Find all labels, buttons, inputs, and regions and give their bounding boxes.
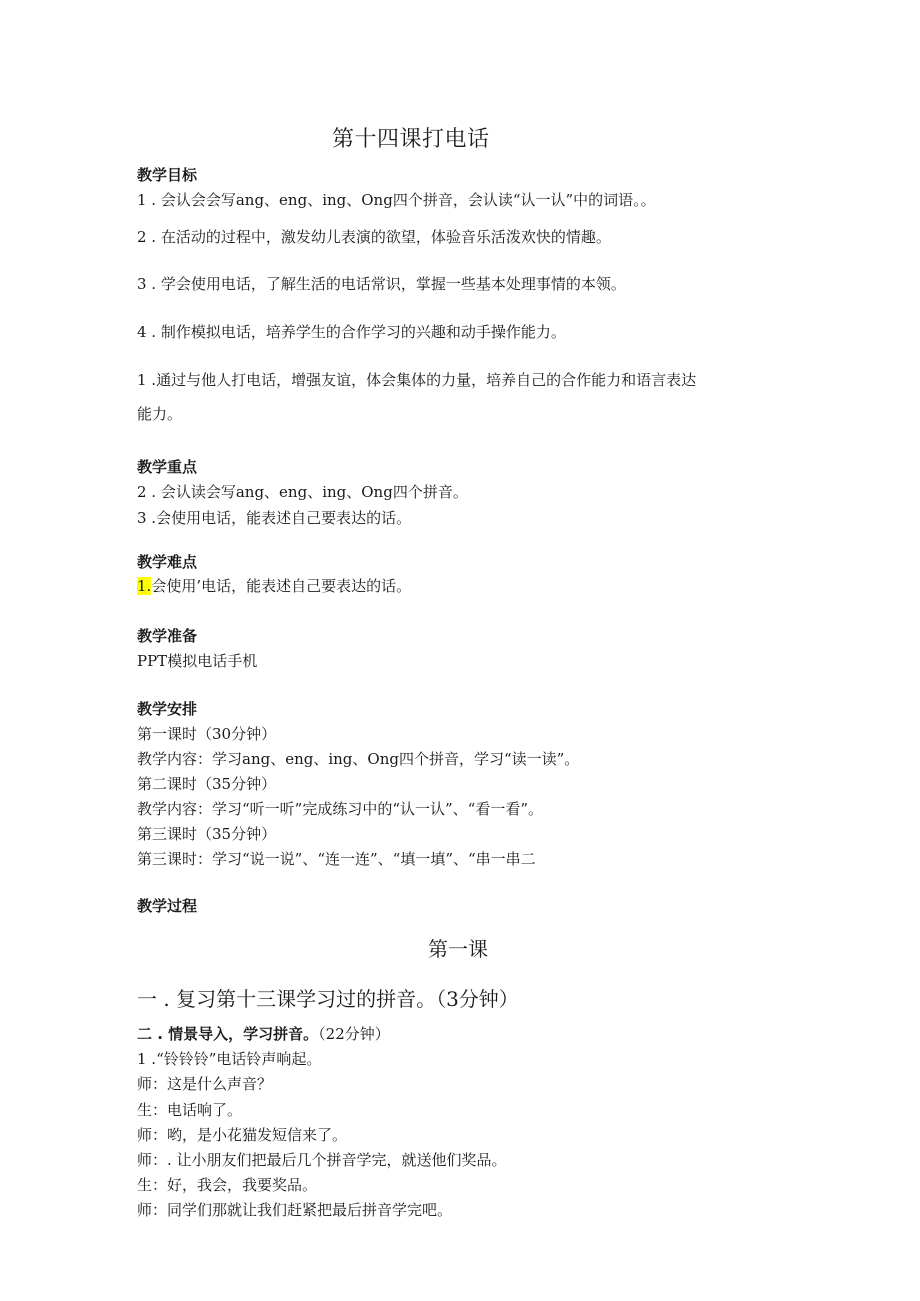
schedule-line: 第三课时（35分钟） (137, 825, 277, 843)
dialog-line: 生：好，我会，我要奖品。 (137, 1176, 318, 1194)
dialog-line: 师：同学们那就让我们赶紧把最后拼音学完吧。 (137, 1201, 453, 1219)
schedule-line: 教学内容：学习ang、eng、ing、Ong四个拼音，学习“读一读”。 (137, 750, 580, 768)
dialog-line: 师：这是什么声音？ (137, 1075, 273, 1093)
step-two-title: 二 . 情景导入，学习拼音。 (137, 1025, 319, 1043)
goal-item: 3 . 学会使用电话，了解生活的电话常识，掌握一些基本处理事情的本领。 (137, 275, 626, 293)
highlighted-number: 1. (137, 577, 152, 595)
goals-heading: 教学目标 (137, 166, 198, 184)
difficulty-item (137, 575, 411, 596)
key-points-heading: 教学重点 (137, 458, 198, 476)
goal-item: 4 . 制作模拟电话，培养学生的合作学习的兴趣和动手操作能力。 (137, 323, 566, 341)
schedule-heading: 教学安排 (137, 700, 198, 718)
dialog-line: 师：. 让小朋友们把最后几个拼音学完，就送他们奖品。 (137, 1151, 507, 1169)
difficulty-text: 会使用’电话，能表述自己要表达的话。 (151, 577, 412, 595)
difficulty-heading: 教学难点 (137, 553, 198, 571)
prep-text: PPT模拟电话手机 (137, 652, 258, 670)
page-title: 第十四课打电话 (332, 127, 490, 152)
schedule-line: 第二课时（35分钟） (137, 775, 277, 793)
step-two (137, 1023, 390, 1044)
goal-item-wrap: 能力。 (137, 405, 183, 423)
goal-item: 2 . 在活动的过程中，激发幼儿表演的欲望，体验音乐活泼欢快的情趣。 (137, 228, 611, 246)
prep-heading: 教学准备 (137, 627, 198, 645)
step-one: 一 . 复习第十三课学习过的拼音。（3分钟） (137, 987, 519, 1011)
goal-item: 1 .通过与他人打电话，增强友谊，体会集体的力量，培养自己的合作能力和语言表达 (137, 371, 697, 389)
schedule-line: 第三课时：学习“说一说”、“连一连”、“填一填”、“串一串二 (137, 850, 536, 868)
dialog-line: 1 .“铃铃铃”电话铃声响起。 (137, 1050, 322, 1068)
schedule-line: 第一课时（30分钟） (137, 725, 277, 743)
schedule-line: 教学内容：学习“听一听”完成练习中的“认一认”、“看一看”。 (137, 800, 544, 818)
process-heading: 教学过程 (137, 897, 198, 915)
key-point-item: 3 .会使用电话，能表述自己要表达的话。 (137, 509, 412, 527)
dialog-line: 生：电话响了。 (137, 1101, 243, 1119)
goal-item: 1 . 会认会会写ang、eng、ing、Ong四个拼音，会认读“认一认”中的词语。。 (137, 191, 656, 209)
step-two-duration: （22分钟） (318, 1025, 390, 1043)
dialog-line: 师：哟，是小花猫发短信来了。 (137, 1126, 348, 1144)
key-point-item: 2 . 会认读会写ang、eng、ing、Ong四个拼音。 (137, 483, 468, 501)
lesson-title: 第一课 (428, 937, 488, 961)
